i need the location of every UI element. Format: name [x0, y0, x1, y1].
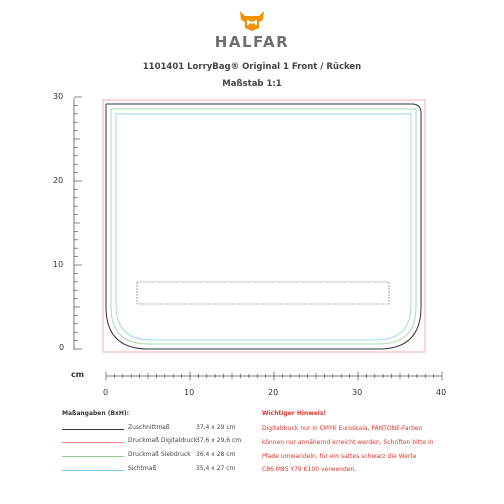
- v-tick-10: 10: [53, 260, 64, 269]
- scale-label: Maßstab 1:1: [222, 79, 282, 89]
- legend-line-visible: [62, 470, 124, 471]
- unit-label: cm: [71, 370, 85, 379]
- legend-label: Sichtmaß: [128, 465, 157, 472]
- cut-outline: [106, 104, 421, 349]
- h-tick-40: 40: [436, 388, 447, 397]
- legend-title: Maßangaben (BxH):: [62, 410, 130, 417]
- v-tick-30: 30: [53, 92, 64, 101]
- vertical-ruler: [74, 97, 82, 350]
- legend-row-cut: [62, 424, 262, 436]
- digital-print-outline: [103, 100, 425, 352]
- legend-line-screen: [62, 456, 124, 457]
- legend-row-digital: [62, 437, 262, 449]
- legend-label: Druckmaß Siebdruck: [128, 451, 191, 458]
- visible-area-outline: [116, 114, 411, 340]
- legend-dims: 37,6 x 29,6 cm: [196, 437, 242, 444]
- h-tick-30: 30: [352, 388, 363, 397]
- label-field: [137, 282, 389, 304]
- notice-line: können nur annähernd erreicht werden, Schriften bitte in: [262, 439, 434, 446]
- notice-line: Pfade umwandeln, für ein sattes schwarz die Werte: [262, 453, 417, 460]
- legend-line-digital: [62, 442, 124, 443]
- legend-dims: 36,4 x 28 cm: [196, 451, 236, 458]
- legend-label: Druckmaß Digitaldruck: [128, 437, 198, 444]
- legend-row-screen: [62, 451, 262, 463]
- notice-title: Wichtiger Hinweis!: [262, 410, 327, 417]
- screen-print-outline: [111, 109, 416, 344]
- h-tick-0: 0: [103, 388, 109, 397]
- h-tick-20: 20: [268, 388, 279, 397]
- legend-dims: 35,4 x 27 cm: [196, 465, 236, 472]
- notice-line: Digitaldruck nur in CMYK Euroskala, PANTONE-Farben: [262, 425, 423, 432]
- v-tick-0: 0: [59, 343, 65, 352]
- legend-line-cut: [62, 429, 124, 430]
- page-title: 1101401 LorryBag® Original 1 Front / Rücken: [142, 62, 362, 72]
- legend-label: Zuschnittmaß: [128, 424, 170, 431]
- brand-name: HALFAR: [214, 33, 290, 51]
- horizontal-ruler: [106, 372, 442, 381]
- v-tick-20: 20: [53, 176, 64, 185]
- notice-line: C86 M85 Y79 K100 verwenden.: [262, 466, 357, 473]
- legend-row-visible: [62, 465, 262, 477]
- h-tick-10: 10: [184, 388, 195, 397]
- legend-dims: 37,4 x 29 cm: [196, 424, 236, 431]
